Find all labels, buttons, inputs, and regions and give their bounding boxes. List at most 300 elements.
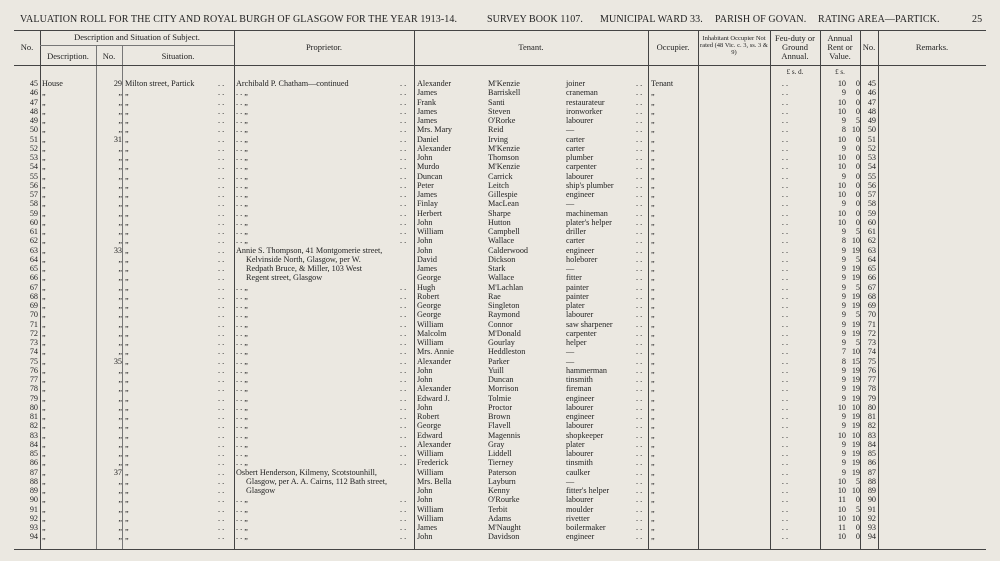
situation: „ [125,458,129,468]
header-no: No. [20,42,34,52]
situation: „ [125,180,129,190]
proprietor-ditto: . . „ [236,282,248,292]
situation: „ [125,264,129,273]
tenant-occupation: machineman [566,208,608,218]
proprietor-ditto: . . „ [236,236,248,246]
description: „ [42,291,46,301]
leader-dots: . . [400,384,407,394]
house-number: „ [118,88,122,98]
entry-number-right: 65 [867,264,876,273]
tenant-surname: Reid [488,125,504,135]
money-units-rent: £ s. [835,68,845,76]
leader-dots: . . [400,412,407,421]
leader-dots: . . [636,217,643,227]
proprietor-ditto: . . „ [236,523,248,532]
table-row [14,384,986,393]
rent-shillings: 19 [851,458,860,468]
tenant-surname: Heddleston [488,347,526,357]
house-number: „ [118,365,122,375]
header-annual-rent: Annual Rent or Value. [827,33,853,61]
leader-dots: . . [218,402,225,412]
leader-dots: . . [636,291,643,301]
entry-number: 53 [29,153,38,162]
leader-dots: . . [218,430,225,440]
proprietor-ditto: . . „ [236,338,248,347]
proprietor-ditto: . . „ [236,495,248,505]
situation: „ [125,476,129,486]
feu-duty: . . [781,273,789,283]
leader-dots: . . [218,375,225,384]
leader-dots: . . [218,458,225,468]
tenant-first-name: William [417,227,444,236]
description: „ [42,412,46,421]
tenant-occupation: plater [566,439,585,449]
tenant-occupation: — [566,347,575,357]
situation: „ [125,310,129,320]
tenant-surname: Leitch [488,180,509,190]
entry-number-right: 59 [867,208,876,218]
proprietor-line: Annie S. Thompson, 41 Montgomerie street, [236,245,383,255]
tenant-first-name: Alexander [417,79,452,88]
leader-dots: . . [400,227,407,236]
situation: „ [125,106,129,116]
leader-dots: . . [400,97,407,107]
rent-pounds: 10 [837,430,846,440]
house-number: „ [118,254,122,264]
header-inhabitant-occupier: Inhabitant Occupier Not rated (48 Vic. c. 3, ss. 3 & 9) [700,35,768,56]
header-occupier: Occupier. [656,42,690,52]
leader-dots: . . [400,116,407,125]
entry-number-right: 46 [867,88,876,98]
entry-number: 66 [29,273,38,283]
entry-number-right: 75 [867,356,876,366]
valuation-table [14,30,986,550]
occupier: „ [651,153,655,162]
leader-dots: . . [636,319,643,329]
proprietor-ditto: . . „ [236,504,248,514]
rent-pounds: 10 [837,208,846,218]
feu-duty: . . [781,495,789,505]
rent-pounds: 9 [841,328,846,338]
leader-dots: . . [218,384,225,394]
tenant-surname: Rae [488,291,501,301]
tenant-surname: Santi [488,97,505,107]
feu-duty: . . [781,171,789,181]
entry-number: 52 [29,143,38,153]
leader-dots: . . [400,106,407,116]
feu-duty: . . [781,430,789,440]
house-number: „ [118,319,122,329]
entry-number: 90 [29,495,38,505]
occupier: „ [651,134,655,144]
situation: „ [125,134,129,144]
feu-duty: . . [781,208,789,218]
rent-pounds: 9 [841,282,846,292]
leader-dots: . . [218,282,225,292]
occupier: „ [651,162,655,172]
rent-shillings: 5 [855,338,860,347]
leader-dots: . . [400,532,407,542]
situation: „ [125,430,129,440]
situation: „ [125,365,129,375]
description: „ [42,319,46,329]
rent-pounds: 9 [841,449,846,458]
tenant-surname: Tolmie [488,393,512,403]
rent-shillings: 10 [851,486,860,495]
feu-duty: . . [781,227,789,236]
tenant-occupation: engineer [566,412,595,421]
house-number: 29 [113,79,122,88]
leader-dots: . . [636,393,643,403]
tenant-first-name: John [417,236,433,246]
tenant-occupation: engineer [566,532,595,542]
description: „ [42,227,46,236]
leader-dots: . . [218,217,225,227]
table-row [14,394,986,403]
tenant-surname: Gourlay [488,338,515,347]
tenant-occupation: engineer [566,190,595,199]
leader-dots: . . [218,199,225,209]
entry-number: 57 [29,190,38,199]
house-number: „ [118,162,122,172]
occupier: „ [651,338,655,347]
occupier: „ [651,449,655,458]
rent-pounds: 11 [838,523,846,532]
tenant-first-name: David [417,254,438,264]
tenant-first-name: John [417,402,433,412]
leader-dots: . . [400,199,407,209]
tenant-surname: Barriskell [488,88,521,98]
leader-dots: . . [636,190,643,199]
proprietor-ditto: . . „ [236,88,248,98]
feu-duty: . . [781,532,789,542]
entry-number: 93 [29,523,38,532]
tenant-surname: Parker [488,356,510,366]
tenant-surname: Flavell [488,421,511,431]
house-number: „ [118,486,122,495]
header-no-right: No. [862,42,876,52]
situation: „ [125,236,129,246]
house-number: „ [118,291,122,301]
occupier: „ [651,384,655,394]
proprietor-ditto: . . „ [236,421,248,431]
tenant-first-name: George [417,301,441,310]
description: „ [42,301,46,310]
leader-dots: . . [636,449,643,458]
occupier: „ [651,504,655,514]
tenant-surname: Steven [488,106,511,116]
tenant-first-name: Mrs. Bella [417,476,452,486]
rent-shillings: 19 [851,328,860,338]
house-number: „ [118,439,122,449]
tenant-first-name: Alexander [417,384,452,394]
occupier: „ [651,319,655,329]
tenant-surname: Magennis [488,430,521,440]
tenant-first-name: William [417,338,444,347]
rent-pounds: 9 [841,291,846,301]
feu-duty: . . [781,282,789,292]
table-row [14,329,986,338]
leader-dots: . . [218,143,225,153]
leader-dots: . . [636,476,643,486]
leader-dots: . . [400,375,407,384]
tenant-first-name: John [417,245,433,255]
description: „ [42,180,46,190]
leader-dots: . . [400,513,407,523]
situation: „ [125,227,129,236]
occupier: „ [651,402,655,412]
description: „ [42,504,46,514]
rent-pounds: 9 [841,227,846,236]
tenant-occupation: labourer [566,116,594,125]
rent-pounds: 10 [837,162,846,172]
entry-number: 50 [29,125,38,135]
leader-dots: . . [636,495,643,505]
tenant-surname: Adams [488,513,512,523]
feu-duty: . . [781,291,789,301]
tenant-surname: Stark [488,264,506,273]
leader-dots: . . [218,476,225,486]
rent-pounds: 7 [841,347,846,357]
house-number: „ [118,273,122,283]
leader-dots: . . [218,106,225,116]
tenant-first-name: Alexander [417,356,452,366]
description: „ [42,125,46,135]
rent-pounds: 10 [837,476,846,486]
situation: „ [125,467,129,477]
leader-dots: . . [636,153,643,162]
tenant-surname: MacLean [488,199,519,209]
table-row [14,246,986,255]
leader-dots: . . [636,338,643,347]
leader-dots: . . [400,495,407,505]
feu-duty: . . [781,439,789,449]
tenant-first-name: Edward J. [417,393,450,403]
entry-number-right: 86 [867,458,876,468]
situation: „ [125,523,129,532]
tenant-occupation: tinsmith [566,375,593,384]
situation: „ [125,319,129,329]
tenant-occupation: labourer [566,171,594,181]
header-situation: Situation. [161,51,195,61]
description: „ [42,402,46,412]
leader-dots: . . [400,208,407,218]
rent-shillings: 10 [851,430,860,440]
table-row [14,135,986,144]
leader-dots: . . [400,301,407,310]
leader-dots: . . [218,291,225,301]
tenant-occupation: joiner [566,79,586,88]
entry-number: 80 [29,402,38,412]
tenant-occupation: hammerman [566,365,607,375]
leader-dots: . . [218,227,225,236]
table-row [14,421,986,430]
situation: „ [125,116,129,125]
entry-number-right: 45 [867,79,876,88]
description: „ [42,467,46,477]
leader-dots: . . [400,319,407,329]
house-number: „ [118,264,122,273]
situation: „ [125,190,129,199]
house-number: „ [118,282,122,292]
entry-number-right: 89 [867,486,876,495]
tenant-surname: Davidson [488,532,520,542]
table-row [14,440,986,449]
house-number: „ [118,412,122,421]
entry-number: 72 [29,328,38,338]
rent-pounds: 10 [837,513,846,523]
leader-dots: . . [400,393,407,403]
entry-number-right: 73 [867,338,876,347]
proprietor-line: Regent street, Glasgow [246,273,323,283]
rent-shillings: 10 [851,236,860,246]
leader-dots: . . [636,504,643,514]
table-row [14,116,986,125]
occupier: „ [651,347,655,357]
house-number: 31 [113,134,122,144]
tenant-occupation: labourer [566,310,594,320]
leader-dots: . . [400,143,407,153]
entry-number-right: 85 [867,449,876,458]
situation: „ [125,88,129,98]
rent-pounds: 9 [841,458,846,468]
feu-duty: . . [781,449,789,458]
entry-number: 59 [29,208,38,218]
tenant-occupation: shopkeeper [566,430,604,440]
tenant-first-name: Herbert [417,208,443,218]
house-number: „ [118,217,122,227]
rent-pounds: 9 [841,421,846,431]
description: „ [42,347,46,357]
rent-shillings: 0 [855,495,860,505]
rent-pounds: 9 [841,273,846,283]
header-description-group: Description and Situation of Subject. [74,32,200,42]
tenant-first-name: Robert [417,291,440,301]
entry-number-right: 62 [867,236,876,246]
leader-dots: . . [218,365,225,375]
leader-dots: . . [636,116,643,125]
tenant-surname: Connor [488,319,513,329]
rent-pounds: 10 [837,97,846,107]
entry-number: 85 [29,449,38,458]
tenant-occupation: engineer [566,245,595,255]
feu-duty: . . [781,245,789,255]
page-number: 25 [972,14,983,25]
rent-pounds: 10 [837,190,846,199]
tenant-occupation: plater's helper [566,217,612,227]
leader-dots: . . [400,430,407,440]
proprietor-ditto: . . „ [236,153,248,162]
proprietor-ditto: . . „ [236,402,248,412]
feu-duty: . . [781,236,789,246]
leader-dots: . . [400,162,407,172]
description: „ [42,264,46,273]
leader-dots: . . [400,171,407,181]
leader-dots: . . [636,245,643,255]
house-number: 37 [113,467,122,477]
leader-dots: . . [636,180,643,190]
description: „ [42,458,46,468]
proprietor-ditto: . . „ [236,143,248,153]
tenant-first-name: William [417,513,444,523]
situation: „ [125,495,129,505]
leader-dots: . . [400,282,407,292]
occupier: „ [651,171,655,181]
entry-number: 88 [29,476,38,486]
tenant-first-name: Edward [417,430,443,440]
feu-duty: . . [781,328,789,338]
tenant-occupation: — [566,356,575,366]
table-row [14,514,986,523]
rent-shillings: 19 [851,273,860,283]
proprietor: Archibald P. Chatham—continued [236,79,349,88]
house-number: „ [118,384,122,394]
house-number: „ [118,430,122,440]
rent-shillings: 5 [855,504,860,514]
feu-duty: . . [781,513,789,523]
proprietor-ditto: . . „ [236,458,248,468]
tenant-first-name: George [417,273,441,283]
leader-dots: . . [218,79,225,88]
entry-number: 79 [29,393,38,403]
entry-number: 81 [29,412,38,421]
leader-dots: . . [218,301,225,310]
rent-shillings: 5 [855,254,860,264]
rent-pounds: 9 [841,143,846,153]
entry-number-right: 82 [867,421,876,431]
rent-shillings: 5 [855,310,860,320]
tenant-first-name: John [417,375,433,384]
proprietor-ditto: . . „ [236,532,248,542]
table-row [14,190,986,199]
rent-shillings: 0 [855,162,860,172]
entry-number-right: 54 [867,162,876,172]
rent-shillings: 10 [851,347,860,357]
rent-pounds: 10 [837,486,846,495]
tenant-surname: O'Rorke [488,116,516,125]
house-number: „ [118,338,122,347]
entry-number-right: 48 [867,106,876,116]
leader-dots: . . [218,486,225,495]
tenant-surname: Paterson [488,467,517,477]
description: „ [42,532,46,542]
entry-number: 69 [29,301,38,310]
entry-number-right: 88 [867,476,876,486]
rent-pounds: 9 [841,375,846,384]
entry-number: 73 [29,338,38,347]
house-number: „ [118,523,122,532]
tenant-surname: M'Kenzie [488,162,520,172]
proprietor-ditto: . . „ [236,227,248,236]
table-row [14,375,986,384]
rent-shillings: 0 [855,171,860,181]
feu-duty: . . [781,476,789,486]
description: „ [42,439,46,449]
header-proprietor: Proprietor. [305,42,343,52]
occupier: „ [651,476,655,486]
feu-duty: . . [781,356,789,366]
table-row [14,366,986,375]
tenant-occupation: — [566,264,575,273]
house-number: „ [118,513,122,523]
rent-shillings: 19 [851,412,860,421]
leader-dots: . . [636,162,643,172]
rent-pounds: 8 [841,236,846,246]
situation: „ [125,439,129,449]
money-units-feu: £ s. d. [786,68,804,76]
leader-dots: . . [218,273,225,283]
rent-shillings: 0 [855,106,860,116]
